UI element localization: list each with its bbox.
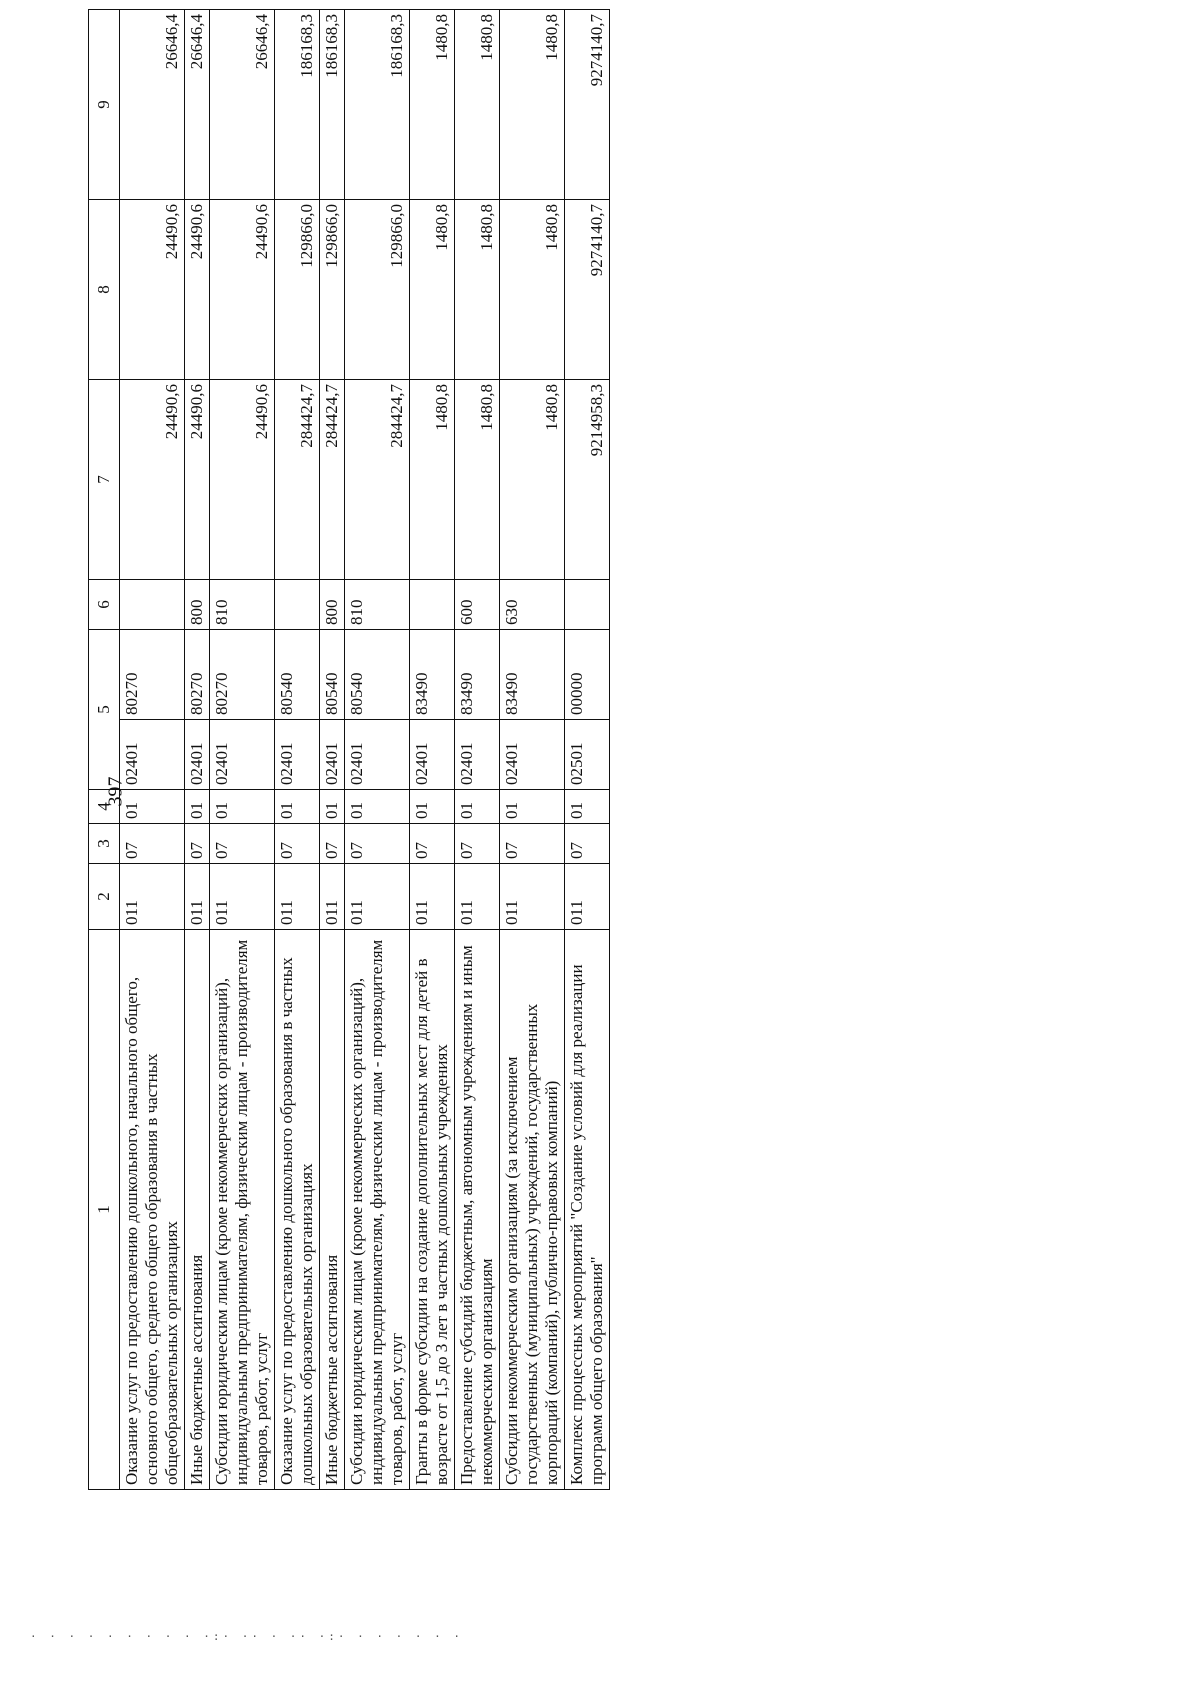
scan-noise-line: · · · · · · · · · ·:· ·· · ·· ·:· · · · · · ·	[30, 1630, 464, 1643]
code-cell: 02401	[345, 720, 410, 790]
column-number-header-row	[89, 10, 120, 1490]
code-cell: 02401	[185, 720, 210, 790]
amount-cell: 26646,4	[120, 10, 185, 200]
code-cell: 01	[565, 790, 610, 824]
amount-cell: 284424,7	[320, 380, 345, 580]
amount-cell: 24490,6	[210, 200, 275, 380]
table-row	[210, 10, 275, 1490]
table-row	[455, 10, 500, 1490]
code-cell: 07	[275, 824, 320, 864]
column-header: 8	[89, 200, 120, 380]
code-cell: 02401	[410, 720, 455, 790]
code-cell: 80540	[275, 630, 320, 720]
table-row	[500, 10, 565, 1490]
amount-cell: 129866,0	[345, 200, 410, 380]
code-cell: 600	[455, 580, 500, 630]
row-label: Предоставление субсидий бюджетным, автономным учреждениям и иным некоммерческим организациям	[455, 930, 500, 1490]
row-label: Гранты в форме субсидии на создание дополнительных мест для детей в возрасте от 1,5 до 3 лет в частных дошкольных учреждениях	[410, 930, 455, 1490]
code-cell: 01	[410, 790, 455, 824]
code-cell: 02401	[275, 720, 320, 790]
rotated-page-content	[88, 0, 1188, 1514]
amount-cell: 186168,3	[345, 10, 410, 200]
amount-cell: 1480,8	[410, 10, 455, 200]
amount-cell: 1480,8	[455, 380, 500, 580]
amount-cell: 186168,3	[275, 10, 320, 200]
code-cell: 011	[320, 864, 345, 930]
code-cell: 07	[455, 824, 500, 864]
code-cell	[120, 580, 185, 630]
code-cell: 01	[320, 790, 345, 824]
row-label: Субсидии юридическим лицам (кроме некоммерческих организаций), индивидуальным предпринимателям, физическим лицам - производителям товаров, работ, услуг	[210, 930, 275, 1490]
code-cell: 810	[210, 580, 275, 630]
amount-cell: 9274140,7	[565, 10, 610, 200]
code-cell: 83490	[410, 630, 455, 720]
amount-cell: 24490,6	[120, 380, 185, 580]
column-header: 3	[89, 824, 120, 864]
code-cell: 011	[210, 864, 275, 930]
code-cell	[275, 580, 320, 630]
column-header: 5	[89, 630, 120, 790]
code-cell: 011	[275, 864, 320, 930]
table-body	[120, 10, 610, 1490]
row-label: Субсидии юридическим лицам (кроме некоммерческих организаций), индивидуальным предпринимателям, физическим лицам - производителям товаров, работ, услуг	[345, 930, 410, 1490]
budget-table	[88, 9, 610, 1490]
code-cell	[410, 580, 455, 630]
code-cell: 80540	[320, 630, 345, 720]
table-row	[275, 10, 320, 1490]
code-cell: 630	[500, 580, 565, 630]
code-cell: 80540	[345, 630, 410, 720]
table-row	[120, 10, 185, 1490]
code-cell: 01	[275, 790, 320, 824]
table-row	[320, 10, 345, 1490]
amount-cell: 1480,8	[455, 200, 500, 380]
amount-cell: 129866,0	[275, 200, 320, 380]
amount-cell: 1480,8	[410, 200, 455, 380]
code-cell: 80270	[185, 630, 210, 720]
amount-cell: 284424,7	[345, 380, 410, 580]
code-cell: 07	[320, 824, 345, 864]
row-label: Комплекс процессных мероприятий "Создание условий для реализации программ общего образования"	[565, 930, 610, 1490]
amount-cell: 9214958,3	[565, 380, 610, 580]
amount-cell: 9274140,7	[565, 200, 610, 380]
amount-cell: 26646,4	[185, 10, 210, 200]
column-header: 2	[89, 864, 120, 930]
amount-cell: 24490,6	[120, 200, 185, 380]
code-cell: 02501	[565, 720, 610, 790]
code-cell: 02401	[455, 720, 500, 790]
code-cell: 011	[565, 864, 610, 930]
table-row	[565, 10, 610, 1490]
amount-cell: 24490,6	[185, 200, 210, 380]
row-label: Оказание услуг по предоставлению дошкольного образования в частных дошкольных образовательных организациях	[275, 930, 320, 1490]
code-cell	[565, 580, 610, 630]
code-cell: 011	[410, 864, 455, 930]
code-cell: 011	[185, 864, 210, 930]
column-header: 7	[89, 380, 120, 580]
amount-cell: 1480,8	[500, 200, 565, 380]
column-header: 4	[89, 790, 120, 824]
code-cell: 800	[320, 580, 345, 630]
code-cell: 01	[185, 790, 210, 824]
code-cell: 02401	[500, 720, 565, 790]
row-label: Субсидии некоммерческим организациям (за исключением государственных (муниципальных) учреждений, государственных корпораций (компаний), публично-правовых компаний)	[500, 930, 565, 1490]
code-cell: 01	[455, 790, 500, 824]
column-header: 9	[89, 10, 120, 200]
code-cell: 01	[345, 790, 410, 824]
code-cell: 07	[500, 824, 565, 864]
amount-cell: 26646,4	[210, 10, 275, 200]
amount-cell: 186168,3	[320, 10, 345, 200]
code-cell: 07	[120, 824, 185, 864]
code-cell: 011	[345, 864, 410, 930]
table-row	[410, 10, 455, 1490]
column-header: 1	[89, 930, 120, 1490]
row-label: Иные бюджетные ассигнования	[320, 930, 345, 1490]
table-row	[185, 10, 210, 1490]
code-cell: 02401	[320, 720, 345, 790]
code-cell: 83490	[455, 630, 500, 720]
code-cell: 83490	[500, 630, 565, 720]
code-cell: 07	[210, 824, 275, 864]
code-cell: 00000	[565, 630, 610, 720]
code-cell: 07	[565, 824, 610, 864]
amount-cell: 1480,8	[410, 380, 455, 580]
code-cell: 07	[345, 824, 410, 864]
code-cell: 01	[120, 790, 185, 824]
amount-cell: 284424,7	[275, 380, 320, 580]
amount-cell: 24490,6	[210, 380, 275, 580]
code-cell: 02401	[120, 720, 185, 790]
column-header: 6	[89, 580, 120, 630]
code-cell: 80270	[120, 630, 185, 720]
amount-cell: 24490,6	[185, 380, 210, 580]
code-cell: 02401	[210, 720, 275, 790]
table-row	[345, 10, 410, 1490]
page-number: 397	[104, 776, 127, 807]
amount-cell: 1480,8	[500, 380, 565, 580]
code-cell: 01	[210, 790, 275, 824]
code-cell: 011	[455, 864, 500, 930]
code-cell: 80270	[210, 630, 275, 720]
code-cell: 810	[345, 580, 410, 630]
code-cell: 07	[410, 824, 455, 864]
row-label: Иные бюджетные ассигнования	[185, 930, 210, 1490]
code-cell: 011	[500, 864, 565, 930]
code-cell: 07	[185, 824, 210, 864]
row-label: Оказание услуг по предоставлению дошкольного, начального общего, основного общего, среднего общего образования в частных общеобразовательных организациях	[120, 930, 185, 1490]
code-cell: 800	[185, 580, 210, 630]
amount-cell: 129866,0	[320, 200, 345, 380]
amount-cell: 1480,8	[455, 10, 500, 200]
amount-cell: 1480,8	[500, 10, 565, 200]
code-cell: 011	[120, 864, 185, 930]
code-cell: 01	[500, 790, 565, 824]
